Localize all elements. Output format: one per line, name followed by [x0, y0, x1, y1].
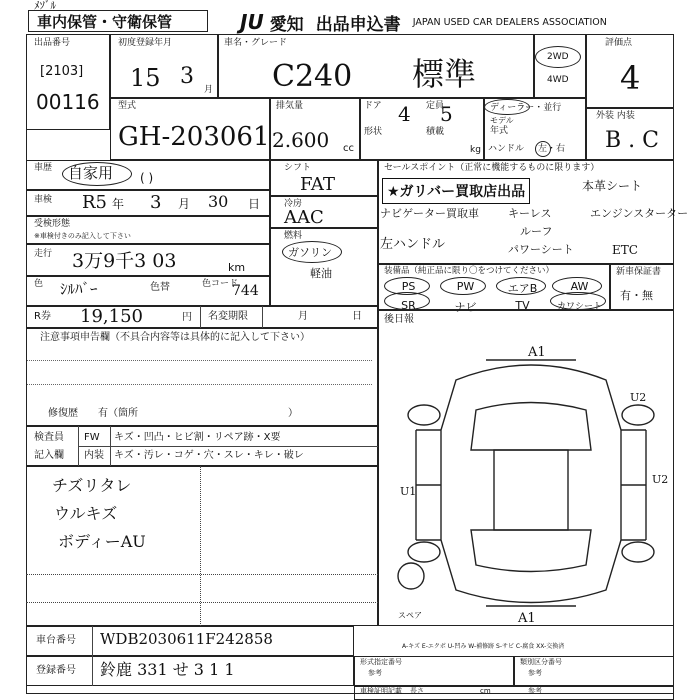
inspector-label: 検査員 [34, 432, 64, 443]
footer-box-3-sub: 長さ [410, 687, 424, 695]
sales-note-9: ETC [612, 243, 638, 257]
car-model: C240 [272, 59, 353, 94]
spare-label: スペア [398, 611, 422, 620]
load-label: 積載 [426, 127, 445, 137]
first-reg-month-unit: 月 [204, 85, 214, 95]
inspection-day-unit: 日 [248, 197, 261, 211]
chassis-label: 車台番号 [36, 635, 76, 646]
drive-2wd[interactable]: 2WD [547, 52, 569, 62]
equip-tv[interactable]: TV [515, 299, 530, 312]
sales-points-label: セールスポイント（正常に機能するものに限ります） [384, 163, 600, 173]
inspection-year-unit: 年 [112, 197, 125, 211]
model-code-value: GH-203061 [118, 122, 270, 152]
seats-value: 5 [440, 102, 453, 126]
damage-mark-3: U2 [630, 391, 647, 404]
footer-box-1-sub: 参考 [368, 669, 382, 677]
equip-sr[interactable]: SR [401, 299, 416, 312]
footer-unit-cm: cm [480, 687, 491, 695]
footer-box-2-label: 類別区分番号 [520, 658, 562, 666]
history-label: 車歴 [34, 163, 53, 173]
first-reg-year: 15 [130, 64, 161, 92]
mileage-label: 走行 [34, 249, 53, 259]
sales-note-2: ナビゲーター買取車 [380, 207, 479, 220]
page-subtitle: JAPAN USED CAR DEALERS ASSOCIATION [412, 16, 607, 28]
color-value: ｼﾙﾊﾞｰ [60, 280, 98, 298]
inspection-month: 3 [150, 192, 162, 213]
sales-note-7: 左ハンドル [380, 237, 446, 252]
model-year-label1: モデル [490, 116, 514, 125]
storage-tag: 車内保管・守衛保管 [28, 10, 208, 32]
recycle-unit: 円 [182, 312, 192, 323]
sales-note-8: パワーシート [508, 243, 574, 256]
handwritten-top-note: ﾒｿﾞﾙ [34, 0, 56, 12]
history-value: 自家用 [68, 164, 114, 182]
warranty-label: 新車保証書 [616, 267, 662, 277]
drive-selected-circle [535, 46, 581, 68]
inspection-era: R5 [82, 192, 108, 213]
lot-code: [2103] [40, 64, 84, 79]
color-code: 744 [232, 283, 259, 299]
notes-label: 注意事項申告欄（不具合内容等は具体的に記入して下さい） [40, 332, 310, 343]
displacement-value: 2.600 [272, 128, 330, 152]
footer-box-3-label: 車検証明記載 [360, 687, 402, 695]
aircon-value: AAC [284, 207, 324, 228]
equip-airbag[interactable]: エアB [507, 282, 538, 295]
fuel-gasoline: ガソリン [288, 246, 332, 259]
receipt-label: 受検形態 [34, 219, 71, 229]
fuel-diesel: 軽油 [310, 267, 332, 280]
equip-sr-circle [384, 292, 430, 310]
recycle-label: R券 [34, 311, 51, 322]
receipt-note: ※車検付きのみ記入して下さい [34, 232, 131, 240]
dealer-label: ディーラー・並行 [490, 103, 562, 113]
page-title: 出品申込書 [315, 14, 401, 35]
ext-int-value: B . C [605, 128, 659, 153]
equip-aw[interactable]: AW [570, 280, 589, 293]
sales-note-6: エンジンスターター [590, 207, 689, 220]
lot-number: 00116 [36, 90, 100, 114]
car-diagram [396, 340, 669, 624]
footer-unit-ref: 参考 [528, 687, 542, 695]
handle-left-circle [535, 141, 551, 157]
aircon-label: 冷房 [284, 199, 303, 209]
sales-banner: ★ガリバー買取店出品 [382, 178, 530, 204]
displacement-label: 排気量 [276, 101, 304, 111]
car-name-label: 車名・グレード [224, 38, 288, 48]
drive-4wd[interactable]: 4WD [547, 75, 569, 85]
mileage-unit: km [228, 261, 246, 274]
mileage-value: 3万9千3 03 [72, 250, 177, 272]
model-year-label2: 年式 [490, 126, 509, 136]
org-name: 愛知 [269, 14, 304, 35]
entry-sub: 内装 [84, 450, 104, 461]
history-paren: ( ) [140, 171, 154, 185]
fuel-label: 燃料 [284, 231, 303, 241]
diagram-label: 後日報 [384, 314, 414, 325]
first-reg-month: 3 [180, 64, 194, 89]
inspector-sub: FW [84, 432, 100, 443]
rating-label: 評価点 [605, 38, 633, 48]
entry-items: キズ・汚レ・コゲ・穴・スレ・キレ・破レ [114, 450, 304, 461]
handle-label: ハンドル [488, 144, 525, 154]
name-change-day: 日 [352, 311, 362, 322]
plate-value: 鈴鹿 331 せ 3 1 1 [100, 660, 235, 679]
equip-pw-circle [440, 277, 486, 295]
repair-history-label: 修復歴 有（箇所 ） [48, 408, 298, 419]
name-change-label: 名変期限 [208, 311, 248, 322]
remark-3: ボディーAU [58, 532, 146, 551]
rating-value: 4 [620, 59, 641, 97]
ju-logo: JU [240, 10, 264, 34]
damage-mark-4: U1 [400, 485, 417, 498]
load-unit: kg [470, 145, 481, 155]
inspection-day: 30 [208, 192, 229, 211]
damage-legend: A-キズ E-エクボ U-凹み W-補修跡 S-サビ C-腐食 XX-交換済 [402, 643, 565, 650]
footer-box-1-label: 形式指定番号 [360, 658, 402, 666]
equipment-label: 装備品（純正品に限り〇をつけてください） [384, 266, 555, 276]
footer-box-3 [354, 686, 674, 700]
dealer-circle [484, 99, 530, 115]
header [240, 10, 607, 34]
handle-options: 左・右 [538, 144, 566, 154]
shift-value: FAT [300, 174, 335, 195]
history-circle [62, 162, 132, 186]
displacement-unit: cc [343, 143, 354, 154]
equip-seat[interactable]: カワシート [556, 302, 602, 312]
inspection-box [26, 190, 270, 216]
lot-box [26, 34, 110, 130]
doors-label: ドア [364, 101, 382, 111]
inspector-items: キズ・凹凸・ヒビ割・リペア跡・X要 [114, 432, 281, 443]
sales-note-5: ルーフ [520, 225, 553, 238]
recycle-value: 19,150 [80, 306, 143, 327]
inspection-month-unit: 月 [178, 197, 191, 211]
ext-int-label: 外装 内装 [596, 111, 635, 121]
shift-label: シフト [284, 163, 312, 173]
first-reg-label: 初度登録年月 [118, 38, 173, 48]
remark-2: ウルキズ [54, 504, 118, 523]
plate-label: 登録番号 [36, 665, 76, 676]
equip-pw[interactable]: PW [456, 280, 475, 293]
seats-label: 定員 [426, 101, 445, 111]
remark-1: チズリタレ [52, 476, 132, 495]
doors-value: 4 [398, 102, 411, 126]
model-code-label: 型式 [118, 101, 137, 111]
equip-seat-circle [550, 292, 606, 310]
equip-ps[interactable]: PS [401, 280, 416, 293]
car-grade: 標準 [412, 55, 477, 93]
color-label: 色 [34, 279, 44, 289]
damage-mark-2: A1 [518, 611, 536, 626]
warranty-options: 有・無 [620, 289, 653, 302]
sales-note-1: 本革シート [582, 179, 643, 193]
damage-mark-1: A1 [528, 345, 546, 360]
inspection-label: 車検 [34, 195, 53, 205]
equip-navi[interactable]: ナビ [454, 301, 477, 314]
entry-label: 記入欄 [34, 450, 64, 461]
fuel-gasoline-circle [282, 241, 342, 263]
equip-airbag-circle [496, 277, 546, 295]
recycle-box [26, 306, 378, 328]
name-change-month: 月 [298, 311, 308, 322]
chassis-value: WDB2030611F242858 [100, 630, 273, 648]
color-change-label: 色替 [150, 282, 170, 293]
damage-mark-5: U2 [652, 473, 669, 486]
color-code-label: 色コード [202, 279, 239, 289]
sales-note-4: キーレス [508, 207, 552, 220]
lot-label: 出品番号 [34, 38, 71, 48]
shape-label: 形状 [364, 127, 383, 137]
footer-box-2-sub: 参考 [528, 669, 542, 677]
